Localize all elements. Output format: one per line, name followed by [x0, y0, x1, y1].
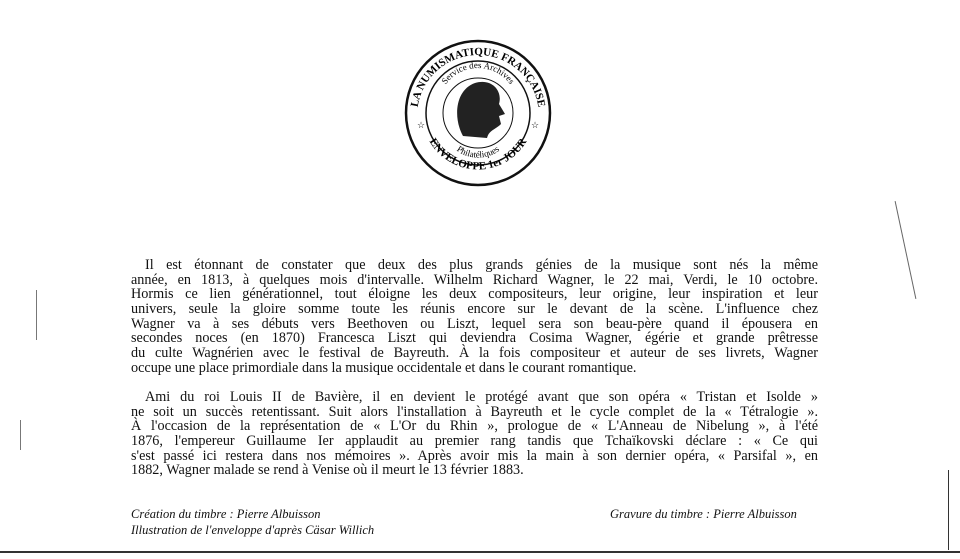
text-line: À l'occasion de la représentation de « L'Or du Rhin », prologue de « L'Anneau de Nibelung », à l'été [131, 418, 818, 435]
credits-left [131, 506, 374, 538]
paragraph-1 [131, 258, 818, 376]
scan-mark-left [36, 290, 37, 340]
first-day-cover-seal [403, 38, 553, 188]
scan-edge-right [948, 470, 949, 550]
text-line: Ami du roi Louis II de Bavière, il en devient le protégé avant que son opéra « Tristan et Isolde » [145, 389, 818, 405]
text-line: Wagner va à ses débuts vers Beethoven ou Liszt, lequel sera son beau-père quand il épousera en [131, 315, 818, 332]
text-line: secondes noces (en 1870) Francesca Liszt qui deviendra Cosima Wagner, égérie et grande prêtresse [131, 330, 818, 347]
svg-text:☆: ☆ [531, 120, 540, 130]
text-line: Il est étonnant de constater que deux des plus grands génies de la musique sont nés la même [145, 257, 818, 273]
text-line: univers, seule la gloire somme toute les réunis encore sur le devant de la scène. L'influence chez [131, 301, 818, 318]
scan-mark-right [895, 201, 917, 299]
bottom-border-line [0, 551, 960, 553]
svg-text:LA NUMISMATIQUE FRANÇAISE: LA NUMISMATIQUE FRANÇAISE [408, 45, 548, 109]
text-line: ne soit un succès retentissant. Suit alors l'installation à Bayreuth et le cycle complet de la « Tétralogie ». [131, 403, 818, 420]
text-line: 1882, Wagner malade se rend à Venise où il meurt le 13 février 1883. [131, 462, 524, 479]
text-line: 1876, l'empereur Guillaume Ier applaudit au premier rang tandis que Tchaïkovski déclare : « Ce qui [131, 433, 818, 450]
paragraph-2 [131, 390, 818, 478]
stamp-engraving-credit: Gravure du timbre : Pierre Albuisson [610, 507, 797, 521]
svg-text:☆: ☆ [417, 120, 426, 130]
stamp-creation-credit: Création du timbre : Pierre Albuisson [131, 507, 321, 521]
envelope-illustration-credit: Illustration de l'enveloppe d'après Cäsar Willich [131, 523, 375, 537]
scan-mark-left-2 [20, 420, 21, 450]
text-line: s'est passé ici restera dans nos mémoires ». Après avoir mis la main à son dernier opéra, « Parsifal », en [131, 447, 818, 464]
text-line: occupe une place primordiale dans la musique occidentale et dans le courant romantique. [131, 359, 637, 376]
svg-text:Service des Archives: Service des Archives [439, 59, 517, 86]
text-line: année, en 1813, à quelques mois d'intervalle. Wilhelm Richard Wagner, le 22 mai, Verdi, le 10 octobre. [131, 271, 818, 288]
svg-text:ENVELOPPE 1er JOUR: ENVELOPPE 1er JOUR [426, 136, 530, 173]
text-line: Hormis ce lien générationnel, tout éloigne les deux compositeurs, leur origine, leur inspiration et leur [131, 286, 818, 303]
svg-text:Philatéliques: Philatéliques [455, 143, 501, 160]
text-line: du culte Wagnérien avec le festival de Bayreuth. À la fois compositeur et auteur de ses livrets, Wagner [131, 345, 818, 362]
